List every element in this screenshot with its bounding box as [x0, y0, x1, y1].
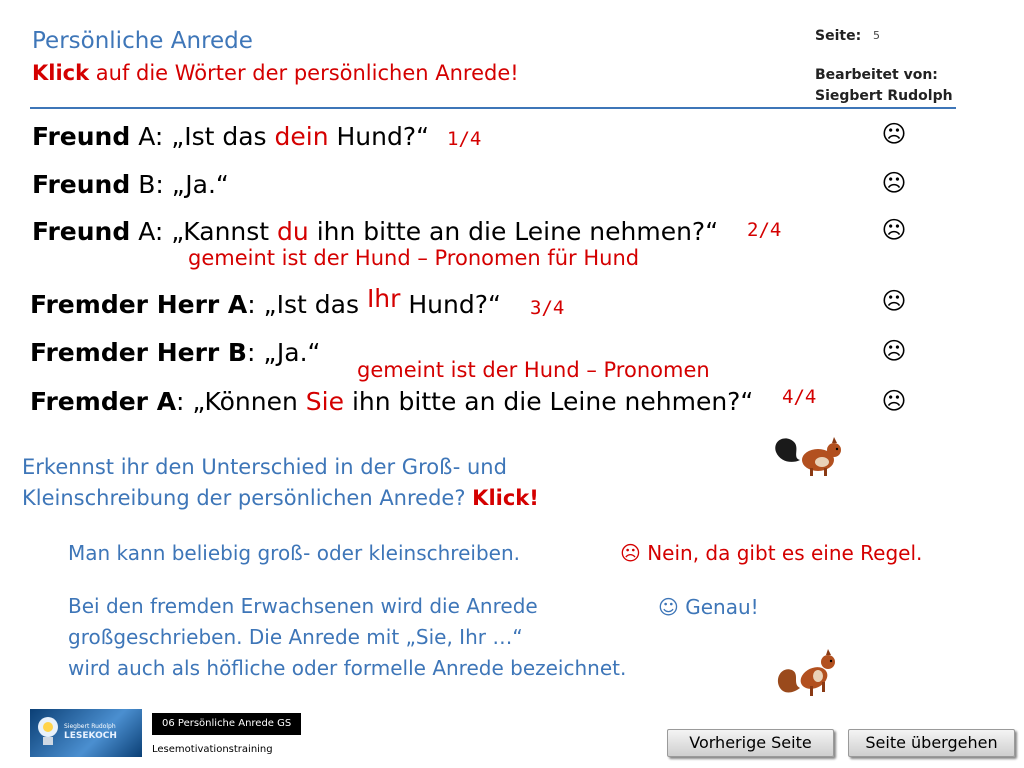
logo-author: Siegbert Rudolph: [64, 723, 116, 730]
unit-tag: 06 Persönliche Anrede GS: [152, 713, 301, 735]
dialogue-text: : „Ja.“: [247, 338, 321, 367]
dialogue-text-after: ihn bitte an die Leine nehmen?“: [308, 217, 719, 246]
speaker: Fremder A: [30, 387, 177, 416]
answer-option-2-line-3[interactable]: wird auch als höfliche oder formelle Anrede bezeichnet.: [68, 656, 627, 680]
progress-fraction-4: 4/4: [782, 386, 817, 408]
progress-fraction-1: 1/4: [447, 128, 482, 150]
lesekoch-logo: [30, 709, 142, 757]
page-number: 5: [873, 29, 880, 42]
question-line-2: [22, 486, 539, 510]
header-divider: [30, 107, 956, 109]
dialogue-text: B: „Ja.“: [130, 170, 229, 199]
sad-face-icon: ☹: [881, 287, 907, 315]
answer-feedback-2: [658, 595, 759, 619]
page-title: Persönliche Anrede: [32, 28, 253, 54]
sad-face-icon: ☹: [881, 216, 907, 244]
dialogue-text-after: Hund?“: [400, 290, 501, 319]
speaker: Fremder Herr A: [30, 290, 248, 319]
pronoun-word-ihr[interactable]: Ihr: [366, 284, 401, 313]
answer-option-2-line-2[interactable]: großgeschrieben. Die Anrede mit „Sie, Ihr …“: [68, 625, 523, 649]
dialogue-line-4: [30, 284, 501, 319]
dialogue-text: A: „Ist das: [130, 122, 275, 151]
skip-page-button[interactable]: Seite übergehen: [848, 729, 1015, 757]
question-text: Kleinschreibung der persönlichen Anrede?: [22, 486, 473, 510]
page-label: Seite:: [815, 28, 862, 44]
edited-by-name: Siegbert Rudolph: [815, 88, 953, 104]
sad-face-icon: ☹: [881, 337, 907, 365]
sad-face-icon: ☹: [620, 541, 641, 565]
pronoun-word-sie[interactable]: Sie: [305, 387, 344, 416]
progress-fraction-2: 2/4: [747, 219, 782, 241]
squirrel-icon: [774, 648, 846, 700]
happy-face-icon: ☺: [658, 595, 679, 619]
sad-face-icon: ☹: [881, 120, 907, 148]
sad-face-icon: ☹: [881, 387, 907, 415]
hint-note-1: gemeint ist der Hund – Pronomen für Hund: [188, 246, 640, 270]
dialogue-line-6: [30, 387, 753, 416]
speaker: Fremder Herr B: [30, 338, 247, 367]
logo-name: LESEKOCH: [64, 731, 117, 741]
dialogue-text: A: „Kannst: [130, 217, 278, 246]
squirrel-icon: [772, 432, 848, 478]
previous-page-button[interactable]: Vorherige Seite: [667, 729, 834, 757]
feedback-text: Nein, da gibt es eine Regel.: [647, 541, 923, 565]
training-label: Lesemotivationstraining: [152, 744, 273, 755]
instruction-click-word: Klick: [32, 61, 90, 85]
edited-by-label: Bearbeitet von:: [815, 67, 938, 83]
question-line-1: Erkennst ihr den Unterschied in der Groß- und: [22, 455, 507, 479]
dialogue-text: : „Ist das: [247, 290, 367, 319]
dialogue-text-after: ihn bitte an die Leine nehmen?“: [344, 387, 754, 416]
dialogue-line-5: [30, 338, 321, 367]
answer-feedback-1: [620, 541, 922, 565]
question-click-link[interactable]: Klick!: [472, 486, 539, 510]
hint-note-2: gemeint ist der Hund – Pronomen: [357, 358, 710, 382]
progress-fraction-3: 3/4: [530, 297, 565, 319]
speaker: Freund: [32, 122, 131, 151]
dialogue-line-3: [32, 217, 718, 246]
dialogue-line-1: [32, 122, 429, 151]
pronoun-word-dein[interactable]: dein: [274, 122, 329, 151]
speaker: Freund: [32, 170, 131, 199]
dialogue-line-2: [32, 170, 229, 199]
sad-face-icon: ☹: [881, 169, 907, 197]
pronoun-word-du[interactable]: du: [277, 217, 309, 246]
dialogue-text: : „Können: [176, 387, 306, 416]
answer-option-1[interactable]: Man kann beliebig groß- oder kleinschreiben.: [68, 541, 520, 565]
dialogue-text-after: Hund?“: [328, 122, 430, 151]
speaker: Freund: [32, 217, 131, 246]
answer-option-2-line-1[interactable]: Bei den fremden Erwachsenen wird die Anrede: [68, 594, 538, 618]
feedback-text: Genau!: [685, 595, 759, 619]
lightbulb-icon: [36, 715, 60, 749]
instruction: [32, 61, 519, 85]
instruction-text: auf die Wörter der persönlichen Anrede!: [89, 61, 519, 85]
